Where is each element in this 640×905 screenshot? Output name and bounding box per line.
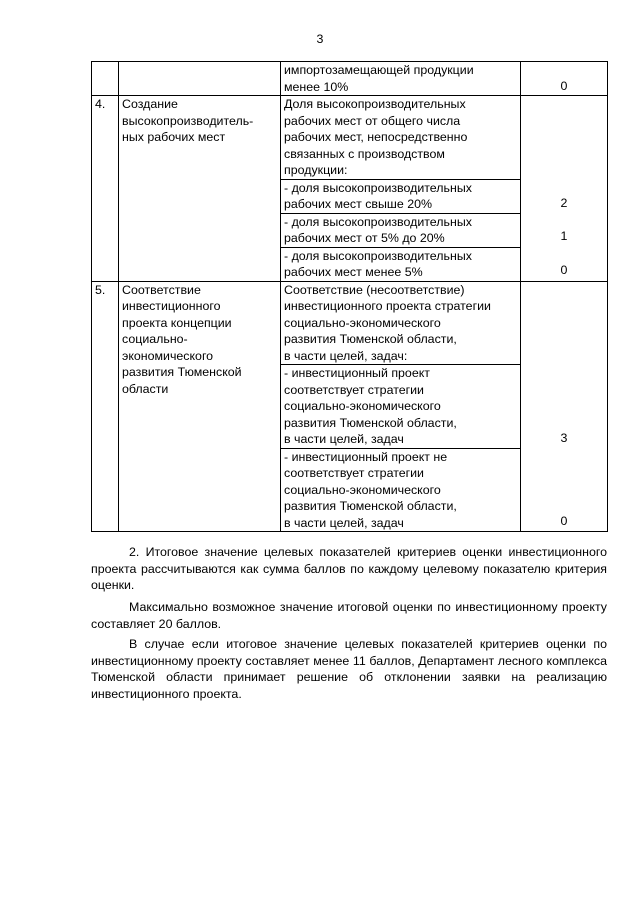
name-line: инвестиционного [122, 299, 221, 313]
indicator-line: - инвестиционный проект не [284, 449, 448, 464]
score-value: 1 [560, 229, 568, 243]
row-number: 4. [92, 96, 119, 282]
paragraph-rejection: В случае если итоговое значение целевых показателей критериев оценки по инвестиционному проекту составляет менее 11 баллов, Департамент лесного комплекса Тюменской области принимает решение об отклонении заявки на реализацию инвестиционного проекта. [91, 637, 607, 701]
indicator-line: развития Тюменской области, [284, 499, 457, 513]
indicator-line: Доля высокопроизводительных [284, 97, 466, 111]
row-number [92, 62, 119, 96]
indicator-header [281, 282, 520, 365]
indicator-option [281, 213, 520, 247]
indicator-line: импортозамещающей продукции [284, 63, 474, 77]
indicator-line: рабочих мест от 5% до 20% [284, 231, 445, 245]
indicator-line: развития Тюменской области, [284, 332, 457, 346]
score-value: 3 [560, 430, 568, 445]
score-value: 0 [560, 262, 568, 277]
paragraph-total-score: 2. Итоговое значение целевых показателей критериев оценки инвестиционного проекта рассчитываются как сумма баллов по каждому целевому показателю критерия оценки. [91, 545, 607, 592]
indicator-line: - доля высокопроизводительных [284, 180, 472, 195]
name-line: Создание [122, 97, 178, 111]
row-number: 5. [92, 281, 119, 532]
name-line: проекта концепции [122, 315, 232, 330]
indicator-line: социально-экономического [284, 399, 441, 413]
indicator-line: социально-экономического [284, 482, 441, 497]
score-cell [521, 96, 608, 282]
criterion-name [119, 96, 281, 282]
indicator-line: рабочих мест, непосредственно [284, 130, 468, 144]
indicator-option [281, 247, 520, 281]
indicator-cell [281, 62, 521, 96]
indicator-option [281, 179, 520, 213]
indicator-line: соответствует стратегии [284, 466, 424, 480]
name-line: социально- [122, 332, 188, 346]
criterion-name [119, 281, 281, 532]
indicator-cell [281, 96, 521, 282]
indicator-line: - доля высокопроизводительных [284, 248, 472, 263]
score-value: 0 [560, 513, 568, 528]
indicator-line: в части целей, задач [284, 515, 404, 530]
indicator-line: развития Тюменской области, [284, 415, 457, 430]
score-cell [521, 281, 608, 532]
name-line: области [122, 381, 169, 396]
indicator-line: связанных с производством [284, 146, 445, 161]
indicator-line: - инвестиционный проект [284, 366, 430, 380]
indicator-line: социально-экономического [284, 315, 441, 330]
page-number: 3 [316, 32, 324, 46]
name-line: ных рабочих мест [122, 130, 226, 144]
indicator-option [281, 448, 520, 532]
score-cell [521, 62, 608, 96]
indicator-line: в части целей, задач: [284, 348, 408, 363]
indicator-cell [281, 281, 521, 532]
indicator-line: соответствует стратегии [284, 382, 424, 397]
criteria-table [91, 61, 608, 532]
paragraph-max-score: Максимально возможное значение итоговой оценки по инвестиционному проекту составляет 20 баллов. [91, 600, 607, 631]
indicator-line: инвестиционного проекта стратегии [284, 299, 491, 313]
table-row [92, 96, 608, 282]
score-value: 0 [560, 79, 568, 93]
indicator-line: рабочих мест свыше 20% [284, 197, 432, 211]
criterion-name [119, 62, 281, 96]
indicator-line: Соответствие (несоответствие) [284, 282, 465, 297]
indicator-line: продукции: [284, 163, 348, 177]
indicator-line: рабочих мест от общего числа [284, 113, 461, 128]
table-row [92, 281, 608, 532]
indicator-line: менее 10% [284, 79, 349, 94]
name-line: развития Тюменской [122, 365, 242, 379]
name-line: высокопроизводитель- [122, 113, 254, 128]
indicator-line: рабочих мест менее 5% [284, 265, 423, 279]
table-row [92, 62, 608, 96]
name-line: экономического [122, 348, 214, 363]
indicator-line: в части целей, задач [284, 432, 404, 446]
name-line: Соответствие [122, 282, 201, 297]
indicator-header [281, 96, 520, 179]
score-value: 2 [560, 195, 568, 210]
indicator-line: - доля высокопроизводительных [284, 214, 472, 229]
indicator-option [281, 364, 520, 448]
